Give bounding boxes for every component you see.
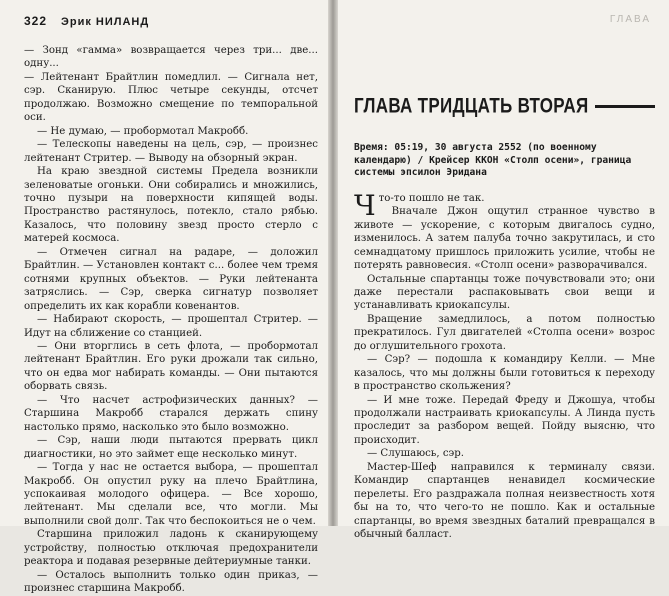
paragraph: — Сэр? — подошла к командиру Келли. — Мне казалось, что мы должны были готовиться к переходу в пространство скольжения? (354, 354, 655, 393)
right-page (336, 0, 669, 541)
paragraph: — Сэр, наши люди пытаются прервать цикл диагностики, но это займет еще несколько минут. (24, 435, 318, 460)
paragraph: — Набирают скорость, — прошептал Стритер. — Идут на сближение со станцией. (24, 314, 318, 339)
paragraph: — Отмечен сигнал на радаре, — доложил Брайтлин. — Установлен контакт с... более чем тремя сотнями крупных объектов. — Руки лейтенанта затряслись. — Сэр, сверка сигнатур позволяет определить их как корабли ковенантов. (24, 246, 318, 312)
paragraph: На краю звездной системы Предела возникли зеленоватые огоньки. Они собирались и множились, точно пузыри на поверхности кипящей воды. Пространство растянулось, потекло, стало рябью. Казалось, что половину звезд просто стерло с матерей космоса. (24, 166, 318, 245)
paragraph: — Не думаю, — пробормотал Макробб. (37, 125, 249, 137)
paragraph: — Они вторглись в сеть флота, — пробормотал лейтенант Брайтлин. Его руки дрожали так сильно, что он едва мог набирать команды. — Они пытаются оборвать связь. (24, 340, 318, 393)
first-paragraph (354, 188, 655, 222)
left-page (0, 0, 330, 595)
paragraph: — Что насчет астрофизических данных? — Старшина Макробб старался держать спину настолько прямо, насколько это было возможно. (24, 394, 318, 433)
page-number: 322 (24, 14, 48, 28)
running-head (24, 14, 318, 28)
paragraph: — Лейтенант Брайтлин помедлил. — Сигнала нет, сэр. Сканирую. Плюс четыре секунды, отсчет продолжаю. Возможно смещение по темпоральной оси. (24, 71, 318, 124)
paragraph: Вначале Джон ощутил странное чувство в животе — ускорение, с которым двигалось судно, изменилось. А затем палуба точно закрутилась, и сто семнадцатому пришлось приложить усилие, чтобы не потерять равновесия. «Столп осени» разворачивался. (354, 206, 655, 272)
paragraph: Старшина приложил ладонь к сканирующему устройству, полностью отключая предохранители реактора и подавая резервные дейтериумные танки. (24, 529, 318, 568)
paragraph: — Зонд «гамма» возвращается через три... две... одну... (24, 45, 318, 70)
paragraph: — Тогда у нас не остается выбора, — прошептал Макробб. Он опустил руку на плечо Брайтлина, успокаивая молодого офицера. — Все хорошо, лейтенант. Мы сделали все, что могли. Мы выполнили свой долг. Так что беспокоиться не о чем. (24, 462, 318, 527)
chapter-heading (354, 93, 655, 118)
paragraph: — Осталось выполнить только один приказ, — произнес старшина Макробб. (24, 569, 318, 595)
drop-cap: Ч (354, 188, 376, 222)
first-paragraph-text: то-то пошло не так. (378, 192, 485, 204)
chapter-meta: Время: 05:19, 30 августа 2552 (по военному календарю) / Крейсер ККОН «Столп осени», граница системы эпсилон Эридана (354, 142, 632, 179)
paragraph: Мастер-Шеф направился к терминалу связи. Командир спартанцев ненавидел космические перелеты. Его раздражала полная неизвестность хотя бы на то, что чего-то не пошло. Как и остальные спартанцы, во время звездных баталий превращался в обычный балласт. (354, 461, 655, 541)
paragraph: — Телескопы наведены на цель, сэр, — произнес лейтенант Стритер. — Выводу на обзорный экран. (24, 139, 318, 164)
paragraph: Остальные спартанцы тоже почувствовали это; они даже перестали распаковывать свои вещи и устанавливать криокапсулы. (354, 273, 655, 312)
chapter-rule (595, 105, 655, 108)
author-name: Эрик НИЛАНД (61, 16, 150, 28)
faint-running-head: ГЛАВА (609, 14, 651, 25)
paragraph: — Слушаюсь, сэр. (367, 448, 465, 460)
left-body (24, 44, 318, 596)
paragraph: Вращение замедлилось, а потом полностью прекратилось. Гул двигателей «Столпа осени» возрос до оглушительного грохота. (354, 313, 655, 352)
chapter-title: ГЛАВА ТРИДЦАТЬ ВТОРАЯ (354, 93, 589, 118)
paragraph: — И мне тоже. Передай Фреду и Джошуа, чтобы продолжали настраивать криокапсулы. А Линда пусть проследит за разбором вещей. Пойду выясню, что происходит. (354, 394, 655, 446)
